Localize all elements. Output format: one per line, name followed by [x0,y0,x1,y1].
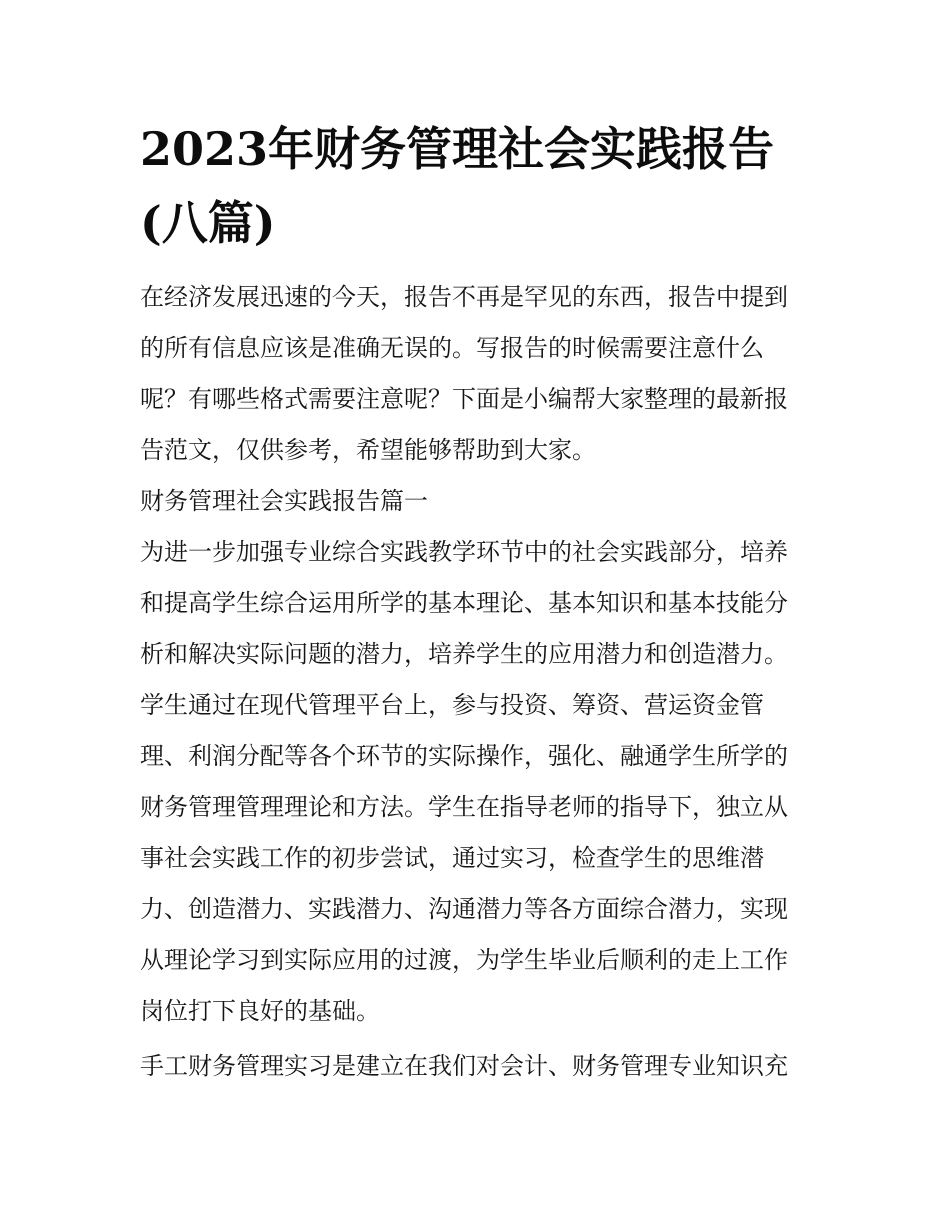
intro-line-4: 告范文，仅供参考，希望能够帮助到大家。 [140,436,596,464]
document-title [140,112,812,260]
title-line-2: (八篇) [140,196,276,250]
body-line-7: 事社会实践工作的初步尝试，通过实习，检查学生的思维潜 [140,844,764,872]
section-heading: 财务管理社会实践报告篇一 [140,487,428,515]
intro-line-1: 在经济发展迅速的今天，报告不再是罕见的东西，报告中提到 [140,283,788,311]
body-line-9: 从理论学习到实际应用的过渡，为学生毕业后顺利的走上工作 [140,946,788,974]
body-line-10: 岗位打下良好的基础。 [140,997,380,1025]
body-line-11: 手工财务管理实习是建立在我们对会计、财务管理专业知识充 [140,1052,788,1080]
body-line-8: 力、创造潜力、实践潜力、沟通潜力等各方面综合潜力，实现 [140,895,788,923]
intro-line-3: 呢？有哪些格式需要注意呢？下面是小编帮大家整理的最新报 [140,385,788,413]
title-line-1: 2023年财务管理社会实践报告 [140,122,775,176]
body-line-4: 学生通过在现代管理平台上，参与投资、筹资、营运资金管 [140,691,764,719]
body-line-5: 理、利润分配等各个环节的实际操作，强化、融通学生所学的 [140,742,788,770]
body-line-6: 财务管理管理理论和方法。学生在指导老师的指导下，独立从 [140,793,788,821]
body-line-2: 和提高学生综合运用所学的基本理论、基本知识和基本技能分 [140,589,788,617]
body-line-3: 析和解决实际问题的潜力，培养学生的应用潜力和创造潜力。 [140,640,788,668]
document-body [140,272,812,1092]
intro-line-2: 的所有信息应该是准确无误的。写报告的时候需要注意什么 [140,334,764,362]
body-line-1: 为进一步加强专业综合实践教学环节中的社会实践部分，培养 [140,538,788,566]
document-page [140,112,812,1092]
